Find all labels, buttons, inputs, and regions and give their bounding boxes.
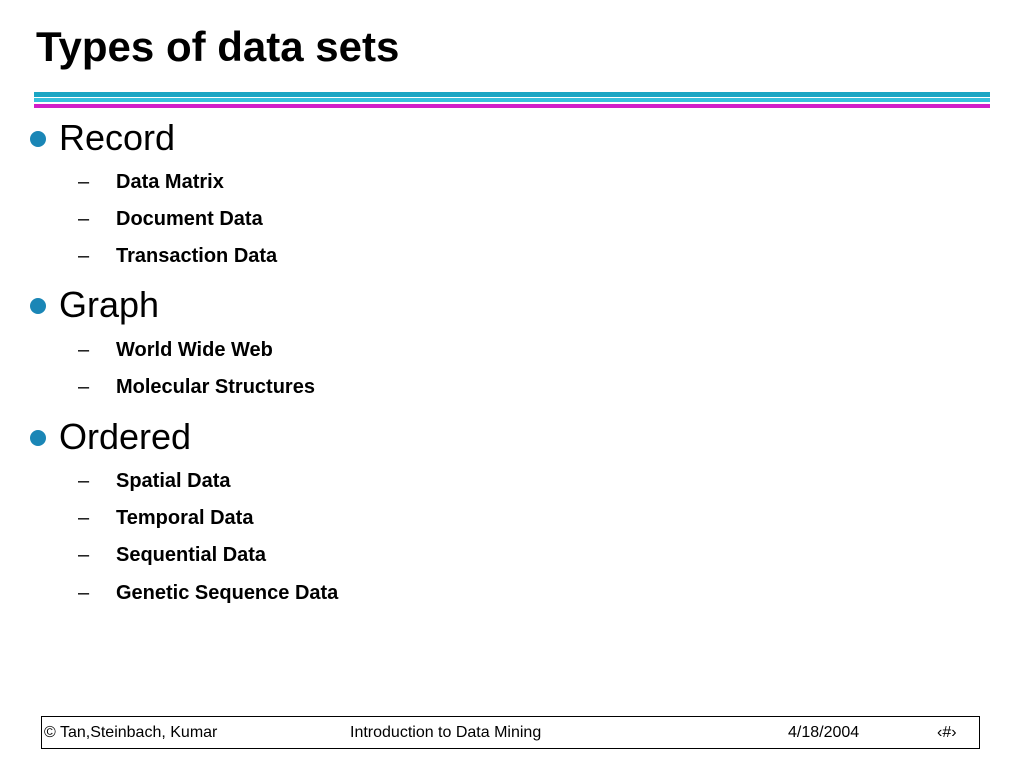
- sub-item-label: Sequential Data: [116, 544, 267, 566]
- sub-item-sequential-data: [0, 542, 600, 568]
- bullet-label: Record: [59, 117, 176, 158]
- sub-item-label: Data Matrix: [116, 171, 224, 193]
- bullet-record: [0, 118, 600, 158]
- sub-item-label: World Wide Web: [116, 339, 273, 361]
- sub-item-transaction-data: [0, 243, 600, 269]
- dash-icon: –: [78, 582, 90, 604]
- bullet-dot-icon: [30, 430, 46, 446]
- sub-item-label: Temporal Data: [116, 507, 254, 529]
- sub-item-genetic-sequence-data: [0, 580, 600, 606]
- dash-icon: –: [78, 544, 90, 566]
- bullet-graph: [0, 285, 600, 325]
- sub-item-label: Molecular Structures: [116, 376, 315, 398]
- footer-copyright: © Tan,Steinbach, Kumar: [44, 724, 218, 741]
- bullet-ordered: [0, 417, 600, 457]
- sub-item-molecular-structures: [0, 374, 600, 400]
- bullet-dot-icon: [30, 131, 46, 147]
- slide-title: Types of data sets: [36, 23, 400, 70]
- sub-item-world-wide-web: [0, 337, 600, 363]
- sub-item-label: Document Data: [116, 208, 263, 230]
- bullet-label: Ordered: [59, 416, 192, 457]
- bullet-label: Graph: [59, 284, 160, 325]
- sub-item-data-matrix: [0, 169, 600, 195]
- sub-item-label: Genetic Sequence Data: [116, 582, 339, 604]
- dash-icon: –: [78, 507, 90, 529]
- footer-course-title: Introduction to Data Mining: [350, 724, 542, 741]
- footer-page-number: ‹#›: [937, 724, 957, 741]
- footer-date: 4/18/2004: [788, 724, 860, 741]
- dash-icon: –: [78, 171, 90, 193]
- sub-item-temporal-data: [0, 505, 600, 531]
- bullet-dot-icon: [30, 298, 46, 314]
- sub-item-label: Transaction Data: [116, 245, 278, 267]
- dash-icon: –: [78, 470, 90, 492]
- slide-footer: [41, 716, 980, 749]
- sub-item-label: Spatial Data: [116, 470, 231, 492]
- dash-icon: –: [78, 245, 90, 267]
- sub-item-document-data: [0, 206, 600, 232]
- dash-icon: –: [78, 208, 90, 230]
- dash-icon: –: [78, 339, 90, 361]
- dash-icon: –: [78, 376, 90, 398]
- sub-item-spatial-data: [0, 468, 600, 494]
